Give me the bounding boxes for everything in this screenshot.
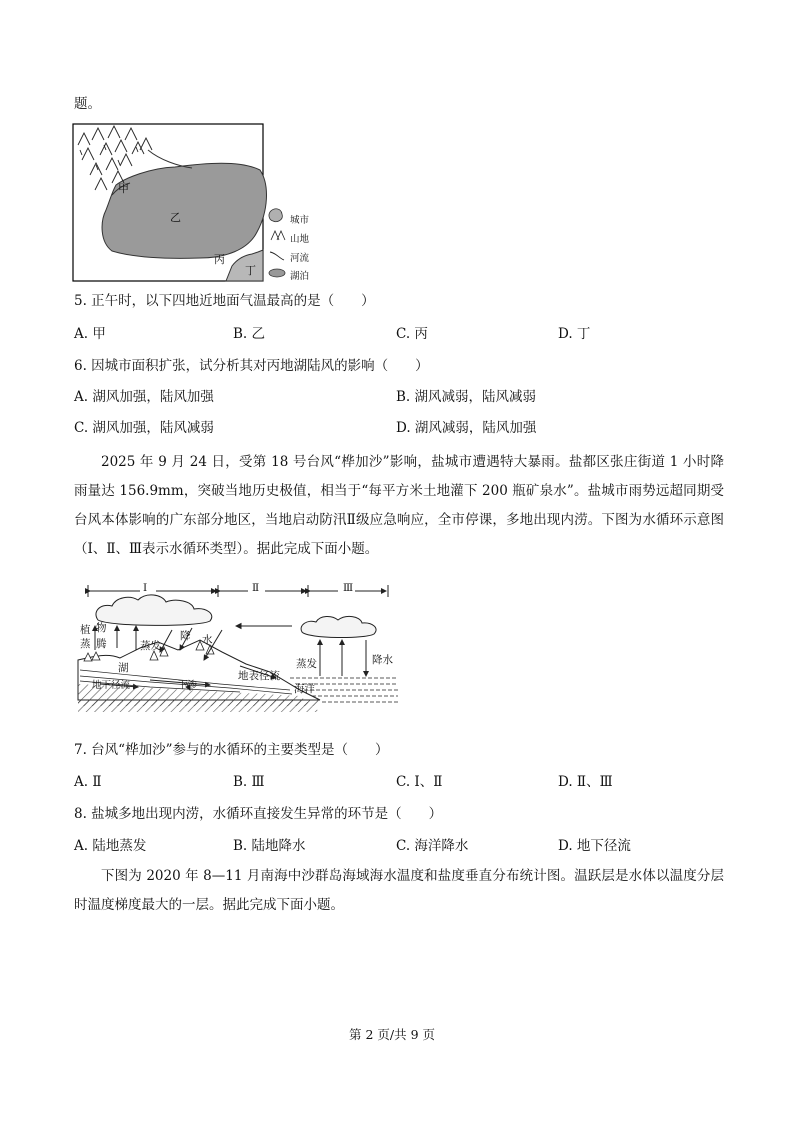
q7-option-b[interactable]: B. Ⅲ [233,774,265,790]
q5-option-a[interactable]: A. 甲 [74,326,106,342]
label-veg-3: 蒸 [80,638,91,650]
intro-tail: 题。 [74,96,101,112]
q8-option-c[interactable]: C. 海洋降水 [396,838,469,854]
map-label-ding: 丁 [245,264,256,277]
label-infiltration: 下渗 [178,680,198,691]
label-rain-2: 水 [202,634,213,646]
q5-stem: 5. 正午时，以下四地近地面气温最高的是（ ） [74,293,375,309]
label-lake: 湖 [118,662,129,674]
label-evap-sea: 蒸发 [296,658,317,670]
q7-stem: 7. 台风“桦加沙”参与的水循环的主要类型是（ ） [74,742,389,758]
q6-stem: 6. 因城市面积扩张，试分析其对丙地湖陆风的影响（ ） [74,358,429,374]
label-ocean: 海洋 [294,683,315,695]
q8-stem: 8. 盐城多地出现内涝，水循环直接发生异常的环节是（ ） [74,806,443,822]
type-label-1: Ⅰ [143,582,148,594]
legend-lake: 湖泊 [290,271,310,282]
map-label-jia: 甲 [118,182,129,195]
q6-option-a[interactable]: A. 湖风加强，陆风加强 [74,389,214,405]
q5-option-d[interactable]: D. 丁 [558,326,591,342]
q5-option-c[interactable]: C. 丙 [396,326,428,342]
label-groundwater: 地下径流 [92,680,131,691]
q6-option-d[interactable]: D. 湖风减弱，陆风加强 [396,420,537,436]
type-label-2: Ⅱ [252,582,260,594]
label-veg-4: 腾 [96,638,107,650]
q8-option-b[interactable]: B. 陆地降水 [233,838,306,854]
passage-typhoon: 2025 年 9 月 24 日，受第 18 号台风“桦加沙”影响，盐城市遭遇特大暴雨。盐都区张庄街道 1 小时降雨量达 156.9mm，突破当地历史极值，相当于“每平方米土地灌下 200 瓶矿泉水”。盐城市雨势远超同期受台风本体影响的广东部分地区，当地启动防汛Ⅱ级应急响应，全市停课，多地出现内涝。下图为水循环示意图（Ⅰ、Ⅱ、Ⅲ表示水循环类型）。据此完成下面小题。 [74,454,724,557]
q6-option-b[interactable]: B. 湖风减弱，陆风减弱 [396,389,537,405]
q5-option-b[interactable]: B. 乙 [233,326,266,342]
legend-mountain: 山地 [290,234,310,245]
label-rain-sea: 降水 [372,654,393,666]
q7-option-d[interactable]: D. Ⅱ、Ⅲ [558,774,613,790]
label-rain-1: 降 [180,630,191,642]
label-surface-runoff: 地表径流 [238,670,280,682]
type-label-3: Ⅲ [343,582,354,594]
q8-option-a[interactable]: A. 陆地蒸发 [74,838,147,854]
passage-thermocline: 下图为 2020 年 8—11 月南海中沙群岛海域海水温度和盐度垂直分布统计图。温跃层是水体以温度分层时温度梯度最大的一层。据此完成下面小题。 [74,868,724,913]
q8-option-d[interactable]: D. 地下径流 [558,838,631,854]
legend-river: 河流 [290,253,310,264]
label-veg-1: 植 [80,624,91,636]
label-evap-land: 蒸发 [140,640,161,652]
q7-option-c[interactable]: C. Ⅰ、Ⅱ [396,774,443,790]
page-footer: 第 2 页/共 9 页 [349,1027,436,1042]
q6-option-c[interactable]: C. 湖风加强，陆风减弱 [74,420,214,436]
label-veg-2: 物 [96,622,107,634]
legend-city: 城市 [290,215,310,226]
map-label-yi: 乙 [170,211,181,224]
map-label-bing: 丙 [214,253,225,266]
q7-option-a[interactable]: A. Ⅱ [74,774,102,790]
